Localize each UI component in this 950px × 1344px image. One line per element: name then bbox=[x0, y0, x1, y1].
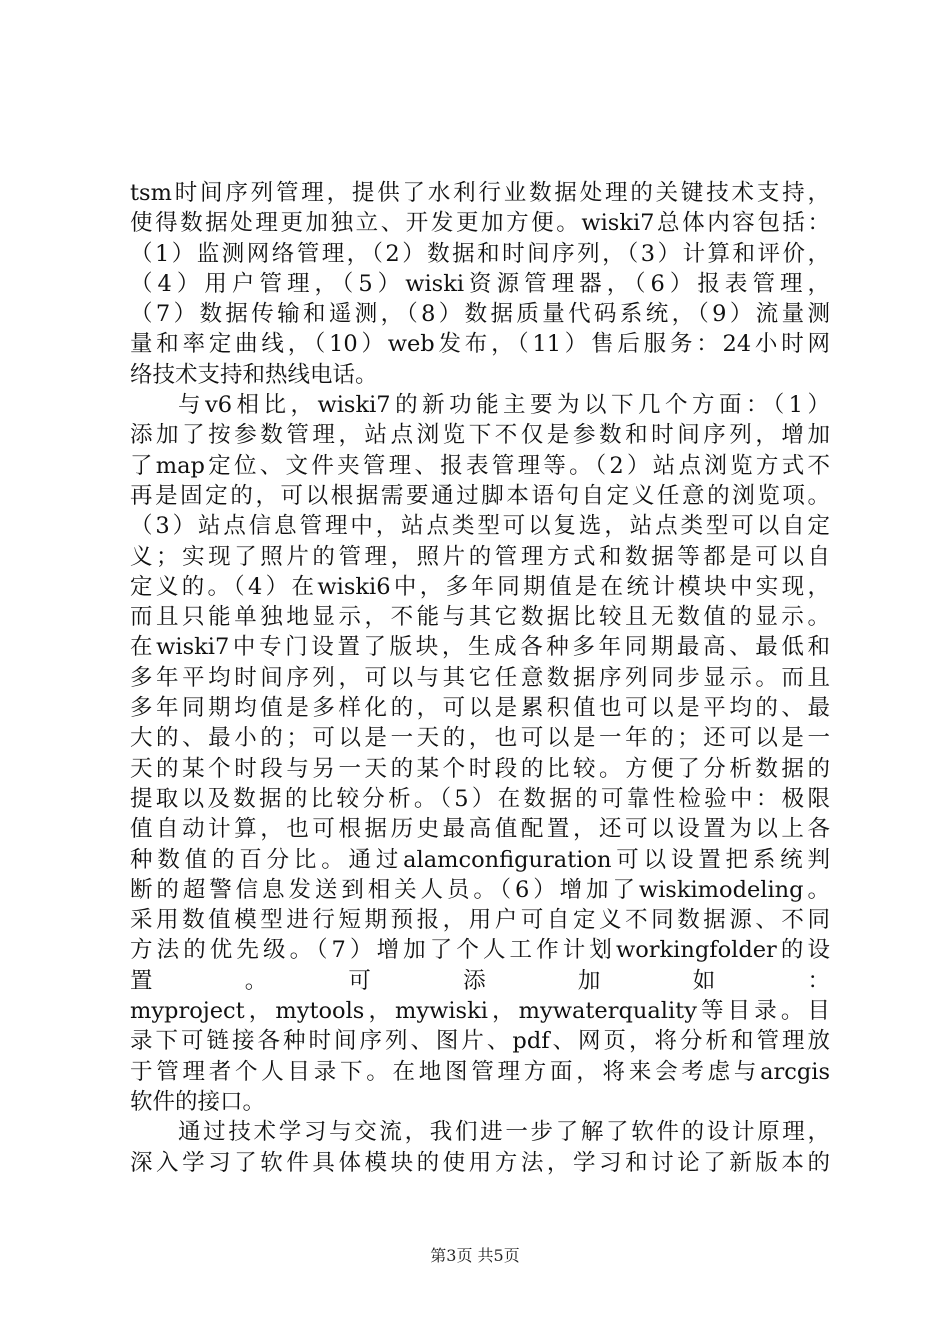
text-line: 软件的接口。 bbox=[130, 1088, 266, 1115]
text-line: 定义的。（4）在wiski6中，多年同期值是在统计模块中实现， bbox=[130, 573, 830, 600]
body-text bbox=[130, 178, 830, 1178]
text-line: （7）数据传输和遥测，（8）数据质量代码系统，（9）流量测 bbox=[130, 301, 830, 328]
text-line: 于管理者个人目录下。在地图管理方面，将来会考虑与arcgis bbox=[130, 1058, 830, 1085]
text-line: 录下可链接各种时间序列、图片、pdf、网页，将分析和管理放 bbox=[130, 1028, 830, 1055]
text-line: 值自动计算，也可根据历史最高值配置，还可以设置为以上各 bbox=[130, 816, 830, 843]
text-line: 提取以及数据的比较分析。（5）在数据的可靠性检验中：极限 bbox=[130, 785, 830, 812]
text-line: 置 。 可 添 加 如 ： bbox=[130, 967, 830, 994]
text-line: 添加了按参数管理，站点浏览下不仅是参数和时间序列，增加 bbox=[130, 422, 830, 449]
text-line: 再是固定的，可以根据需要通过脚本语句自定义任意的浏览项。 bbox=[130, 482, 830, 509]
text-line: 络技术支持和热线电话。 bbox=[130, 361, 378, 388]
paragraph-start-line: 通过技术学习与交流，我们进一步了解了软件的设计原理， bbox=[178, 1119, 830, 1146]
text-line: myproject，mytools，mywiski，mywaterquality等目录。目 bbox=[130, 998, 830, 1025]
text-line: 采用数值模型进行短期预报，用户可自定义不同数据源、不同 bbox=[130, 907, 830, 934]
page-number-label: 第3页 共5页 bbox=[430, 1246, 520, 1265]
text-line: 天的某个时段与另一天的某个时段的比较。方便了分析数据的 bbox=[130, 755, 830, 782]
text-line: 多年同期均值是多样化的，可以是累积值也可以是平均的、最 bbox=[130, 695, 830, 722]
text-line: 了map定位、文件夹管理、报表管理等。（2）站点浏览方式不 bbox=[130, 452, 830, 479]
page-footer bbox=[0, 1243, 950, 1266]
text-line: 方法的优先级。（7）增加了个人工作计划workingfolder的设 bbox=[130, 937, 830, 964]
text-line: （4）用户管理，（5）wiski资源管理器，（6）报表管理， bbox=[130, 270, 830, 297]
paragraph-start-line: 与v6相比，wiski7的新功能主要为以下几个方面：（1） bbox=[178, 392, 830, 419]
text-line: 量和率定曲线，（10）web发布，（11）售后服务：24小时网 bbox=[130, 331, 830, 358]
text-line: 深入学习了软件具体模块的使用方法，学习和讨论了新版本的 bbox=[130, 1149, 830, 1176]
text-line: 种数值的百分比。通过alamconfiguration可以设置把系统判 bbox=[130, 846, 830, 873]
text-line: 断的超警信息发送到相关人员。（6）增加了wiskimodeling。 bbox=[130, 876, 830, 903]
text-line: （3）站点信息管理中，站点类型可以复选，站点类型可以自定 bbox=[130, 513, 830, 540]
text-line: （1）监测网络管理，（2）数据和时间序列，（3）计算和评价， bbox=[130, 240, 830, 267]
text-line: 义；实现了照片的管理，照片的管理方式和数据等都是可以自 bbox=[130, 543, 830, 570]
text-line: tsm时间序列管理，提供了水利行业数据处理的关键技术支持， bbox=[130, 180, 830, 206]
text-line: 在wiski7中专门设置了版块，生成各种多年同期最高、最低和 bbox=[130, 634, 830, 661]
text-line: 使得数据处理更加独立、开发更加方便。wiski7总体内容包括： bbox=[130, 210, 830, 237]
text-line: 多年平均时间序列，可以与其它任意数据序列同步显示。而且 bbox=[130, 664, 830, 691]
text-line: 大的、最小的；可以是一天的，也可以是一年的；还可以是一 bbox=[130, 725, 830, 752]
text-line: 而且只能单独地显示，不能与其它数据比较且无数值的显示。 bbox=[130, 604, 830, 631]
